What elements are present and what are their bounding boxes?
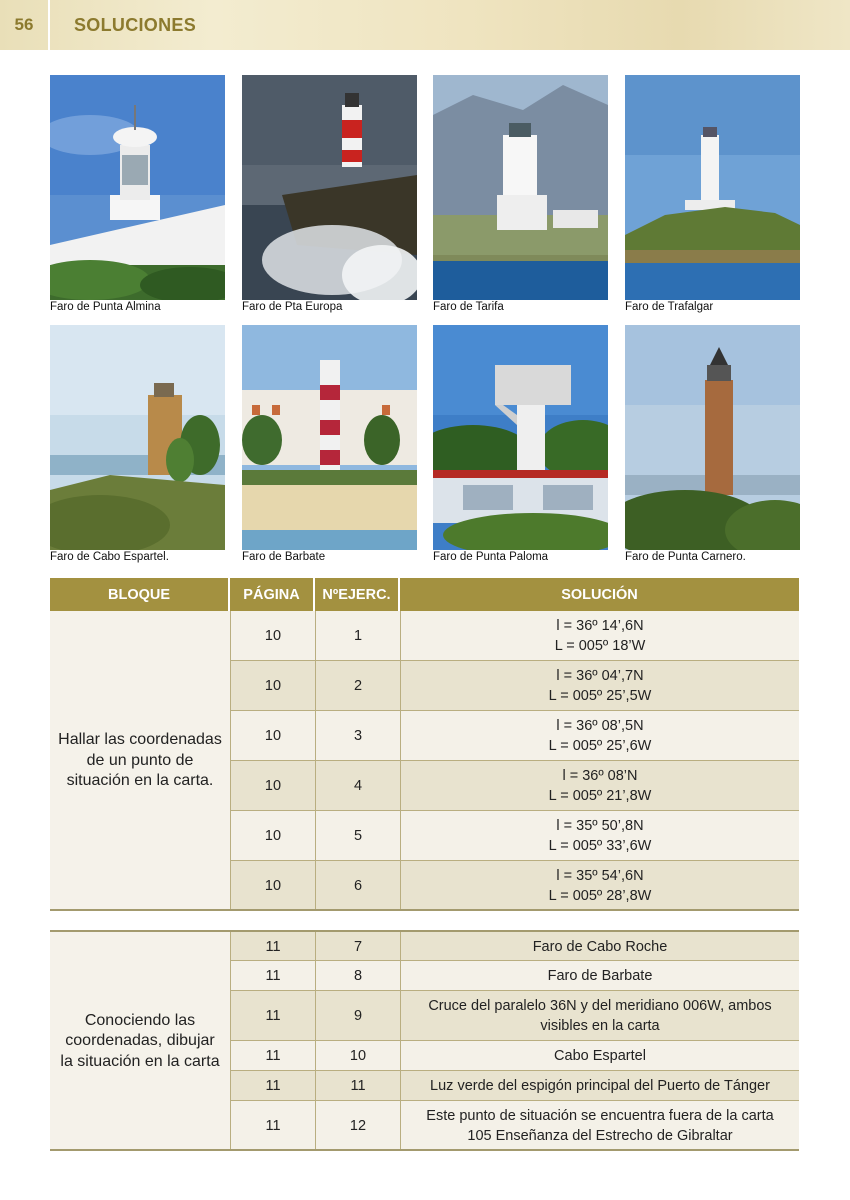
exercise-cell: 11 bbox=[315, 1071, 400, 1101]
page-cell: 11 bbox=[230, 991, 315, 1041]
photo-caption: Faro de Trafalgar bbox=[625, 301, 714, 313]
solution-line: L = 005º 33’,6W bbox=[548, 838, 652, 854]
header-exercise: NºEJERC. bbox=[315, 578, 400, 611]
page-cell: 10 bbox=[230, 611, 315, 661]
table-row bbox=[230, 1041, 799, 1071]
exercise-cell: 4 bbox=[315, 761, 400, 811]
solution-line: L = 005º 21’,8W bbox=[548, 788, 652, 804]
block-title: Hallar las coordenadas de un punto de situación en la carta. bbox=[50, 611, 230, 911]
table-row bbox=[230, 991, 799, 1041]
solution-line: Faro de Barbate bbox=[547, 968, 653, 984]
page-cell: 10 bbox=[230, 711, 315, 761]
solutions-block-2 bbox=[50, 930, 799, 1151]
solution-cell bbox=[400, 961, 799, 991]
photo-punta-paloma bbox=[433, 325, 608, 550]
photo-caption: Faro de Barbate bbox=[242, 551, 326, 563]
page-cell: 11 bbox=[230, 1071, 315, 1101]
photo-cabo-espartel bbox=[50, 325, 225, 550]
photo-caption: Faro de Punta Almina bbox=[50, 301, 161, 313]
photo-trafalgar bbox=[625, 75, 800, 300]
photo-caption: Faro de Cabo Espartel. bbox=[50, 551, 169, 563]
solution-line: L = 005º 18’W bbox=[554, 638, 646, 654]
table-row bbox=[230, 761, 799, 811]
solution-line: l = 35º 50’,8N bbox=[556, 818, 644, 834]
exercise-cell: 7 bbox=[315, 932, 400, 961]
solution-line: L = 005º 25’,5W bbox=[548, 688, 652, 704]
photo-caption: Faro de Pta Europa bbox=[242, 301, 343, 313]
page-cell: 10 bbox=[230, 861, 315, 911]
table-row bbox=[230, 932, 799, 961]
header-page: PÁGINA bbox=[230, 578, 315, 611]
solution-line: L = 005º 25’,6W bbox=[548, 738, 652, 754]
photo-caption: Faro de Punta Carnero. bbox=[625, 551, 746, 563]
solution-line: L = 005º 28’,8W bbox=[548, 888, 652, 904]
solution-cell bbox=[400, 711, 799, 761]
header-solution: SOLUCIÓN bbox=[561, 586, 638, 603]
exercise-cell: 9 bbox=[315, 991, 400, 1041]
exercise-cell: 1 bbox=[315, 611, 400, 661]
page-cell: 11 bbox=[230, 961, 315, 991]
table-row bbox=[230, 711, 799, 761]
page-cell: 11 bbox=[230, 932, 315, 961]
table-header bbox=[50, 578, 799, 611]
exercise-cell: 5 bbox=[315, 811, 400, 861]
exercise-cell: 2 bbox=[315, 661, 400, 711]
page-cell: 11 bbox=[230, 1041, 315, 1071]
solution-cell bbox=[400, 611, 799, 661]
solution-line: 105 Enseñanza del Estrecho de Gibraltar bbox=[467, 1128, 733, 1144]
exercise-cell: 10 bbox=[315, 1041, 400, 1071]
solution-cell bbox=[400, 932, 799, 961]
photo-caption: Faro de Punta Paloma bbox=[433, 551, 549, 563]
solution-line: l = 35º 54’,6N bbox=[556, 868, 644, 884]
page-cell: 10 bbox=[230, 811, 315, 861]
exercise-cell: 6 bbox=[315, 861, 400, 911]
photo-barbate bbox=[242, 325, 417, 550]
photo-caption: Faro de Tarifa bbox=[433, 301, 504, 313]
photo-punta-carnero bbox=[625, 325, 800, 550]
solution-cell bbox=[400, 1101, 799, 1151]
solution-cell bbox=[400, 811, 799, 861]
solution-line: l = 36º 08’N bbox=[562, 768, 638, 784]
table-row bbox=[230, 961, 799, 991]
table-row bbox=[230, 1101, 799, 1151]
solution-cell bbox=[400, 1041, 799, 1071]
photo-pta-europa bbox=[242, 75, 417, 300]
solution-cell bbox=[400, 991, 799, 1041]
solutions-block-1 bbox=[50, 611, 799, 911]
solution-line: Cruce del paralelo 36N y del meridiano 006W, ambos bbox=[428, 998, 772, 1014]
solution-line: l = 36º 04’,7N bbox=[556, 668, 644, 684]
page-cell: 10 bbox=[230, 661, 315, 711]
page-number: 56 bbox=[0, 0, 50, 50]
table-row bbox=[230, 1071, 799, 1101]
photo-tarifa bbox=[433, 75, 608, 300]
solution-cell bbox=[400, 761, 799, 811]
solution-line: Este punto de situación se encuentra fuera de la carta bbox=[426, 1108, 774, 1124]
section-title: SOLUCIONES bbox=[74, 14, 197, 35]
photo-punta-almina bbox=[50, 75, 225, 300]
page-header bbox=[0, 0, 850, 50]
exercise-cell: 8 bbox=[315, 961, 400, 991]
block-title: Conociendo las coordenadas, dibujar la situación en la carta bbox=[50, 932, 230, 1151]
table-row bbox=[230, 611, 799, 661]
table-row bbox=[230, 861, 799, 911]
solution-line: Luz verde del espigón principal del Puerto de Tánger bbox=[430, 1078, 770, 1094]
exercise-cell: 12 bbox=[315, 1101, 400, 1151]
solution-line: Cabo Espartel bbox=[554, 1048, 646, 1064]
solution-line: l = 36º 08’,5N bbox=[556, 718, 644, 734]
table-row bbox=[230, 811, 799, 861]
solution-cell bbox=[400, 861, 799, 911]
solution-line: l = 36º 14’,6N bbox=[556, 618, 644, 634]
solution-cell bbox=[400, 1071, 799, 1101]
table-row bbox=[230, 661, 799, 711]
header-block: BLOQUE bbox=[50, 578, 230, 611]
solution-line: Faro de Cabo Roche bbox=[532, 938, 668, 955]
solution-cell bbox=[400, 661, 799, 711]
page-cell: 10 bbox=[230, 761, 315, 811]
page-cell: 11 bbox=[230, 1101, 315, 1151]
exercise-cell: 3 bbox=[315, 711, 400, 761]
solution-line: visibles en la carta bbox=[540, 1018, 660, 1034]
